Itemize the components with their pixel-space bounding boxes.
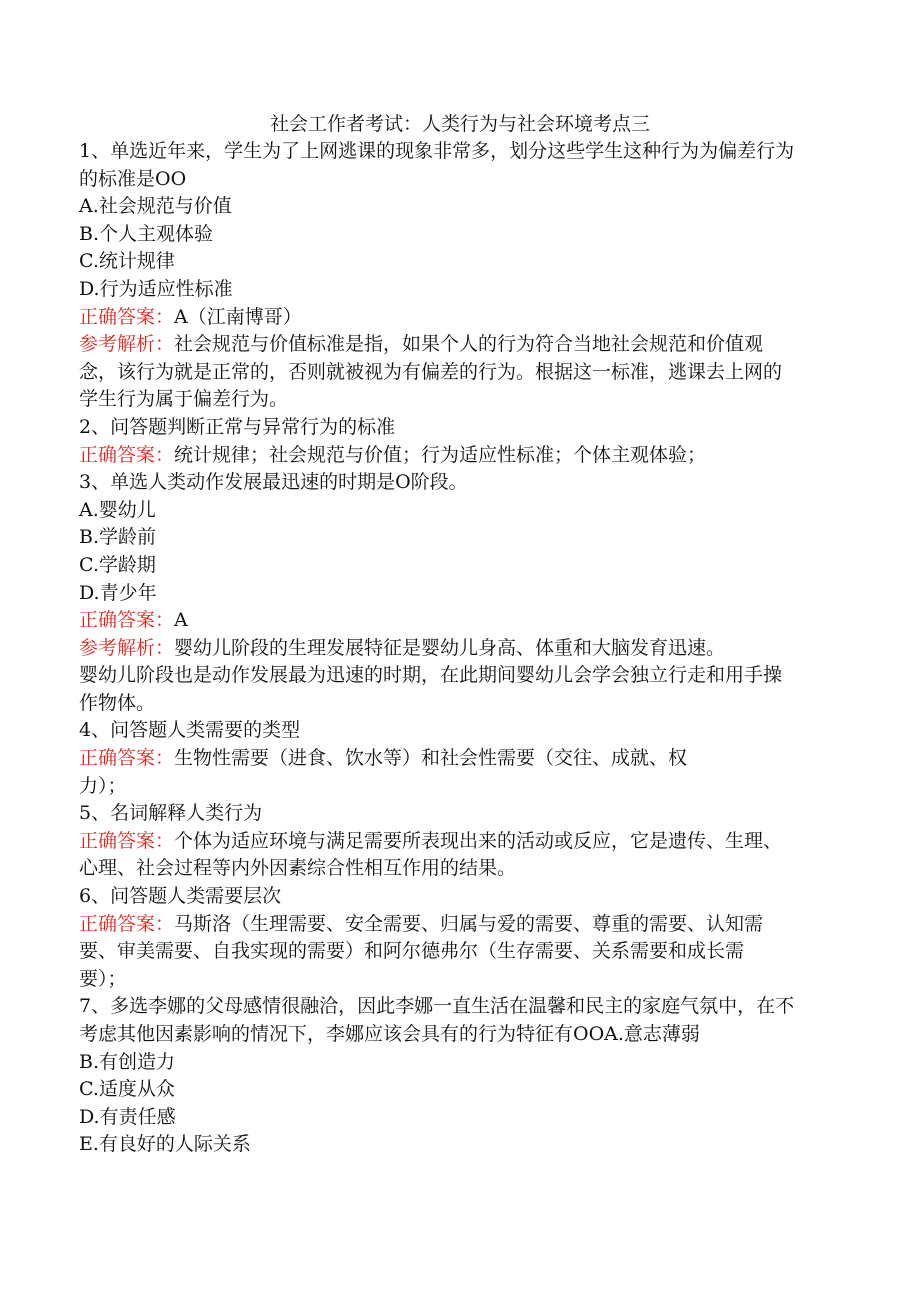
answer-value: 生物性需要（进食、饮水等）和社会性需要（交往、成就、权 xyxy=(174,747,688,770)
answer-value: 马斯洛（生理需要、安全需要、归属与爱的需要、尊重的需要、认知需 xyxy=(174,912,764,935)
question-4-answer xyxy=(79,745,845,773)
question-1-option-a: A.社会规范与价值 xyxy=(79,195,232,218)
question-2-answer xyxy=(79,442,845,470)
question-3-option-d: D.青少年 xyxy=(79,581,157,604)
question-4-answer-cont: 力）； xyxy=(79,774,127,797)
question-7-option-d: D.有责任感 xyxy=(79,1105,176,1128)
answer-label: 正确答案： xyxy=(79,829,175,852)
answer-value: A xyxy=(174,609,188,632)
analysis-text: 社会规范与价值标准是指，如果个人的行为符合当地社会规范和价值观 xyxy=(174,333,764,356)
question-3-text: 3、单选人类动作发展最迅速的时期是O阶段。 xyxy=(79,471,468,494)
question-4-text: 4、问答题人类需要的类型 xyxy=(79,719,301,742)
question-1-answer xyxy=(79,304,845,332)
question-3-option-a: A.婴幼儿 xyxy=(79,498,156,521)
question-1-option-c: C.统计规律 xyxy=(79,250,175,273)
question-6-answer xyxy=(79,911,845,939)
question-1-text-cont: 的标准是OO xyxy=(79,167,187,190)
answer-label: 正确答案： xyxy=(79,443,175,466)
analysis-label: 参考解析： xyxy=(79,333,175,356)
answer-value: 统计规律；社会规范与价值；行为适应性标准；个体主观体验； xyxy=(174,443,707,466)
question-3-answer xyxy=(79,607,845,635)
question-2-text: 2、问答题判断正常与异常行为的标准 xyxy=(79,415,396,438)
page-title: 社会工作者考试：人类行为与社会环境考点三 xyxy=(269,113,650,135)
analysis-label: 参考解析： xyxy=(79,636,175,659)
question-3-analysis xyxy=(79,635,845,663)
question-7-option-c: C.适度从众 xyxy=(79,1078,175,1101)
question-5-answer xyxy=(79,828,845,856)
question-1-analysis-cont: 念，该行为就是正常的，否则就被视为有偏差的行为。根据这一标准，逃课去上网的 xyxy=(79,360,783,383)
answer-label: 正确答案： xyxy=(79,305,175,328)
question-3-option-b: B.学龄前 xyxy=(79,526,157,549)
question-7-option-e: E.有良好的人际关系 xyxy=(79,1133,251,1156)
question-6-answer-end: 要）； xyxy=(79,967,127,990)
question-1-text: 1、单选近年来，学生为了上网逃课的现象非常多，划分这些学生这种行为为偏差行为 xyxy=(79,140,795,162)
document-body xyxy=(79,138,845,1159)
question-1-option-b: B.个人主观体验 xyxy=(79,222,214,245)
question-3-analysis-cont: 婴幼儿阶段也是动作发展最为迅速的时期，在此期间婴幼儿会学会独立行走和用手操 xyxy=(79,664,783,687)
question-6-answer-cont: 要、审美需要、自我实现的需要）和阿尔德弗尔（生存需要、关系需要和成长需 xyxy=(79,940,745,963)
question-7-text: 7、多选李娜的父母感情很融洽，因此李娜一直生活在温馨和民主的家庭气氛中，在不 xyxy=(79,995,795,1018)
question-1-analysis-end: 学生行为属于偏差行为。 xyxy=(79,388,289,411)
question-7-option-b: B.有创造力 xyxy=(79,1050,176,1073)
answer-value: A（江南博哥） xyxy=(174,305,302,328)
answer-label: 正确答案： xyxy=(79,912,175,935)
answer-value: 个体为适应环境与满足需要所表现出来的活动或反应，它是遗传、生理、 xyxy=(174,829,783,852)
question-1-analysis xyxy=(79,331,845,359)
question-6-text: 6、问答题人类需要层次 xyxy=(79,885,282,908)
question-3-analysis-end: 作物体。 xyxy=(79,691,156,714)
question-1-option-d: D.行为适应性标准 xyxy=(79,277,233,300)
question-5-answer-cont: 心理、社会过程等内外因素综合性相互作用的结果。 xyxy=(79,857,517,880)
answer-label: 正确答案： xyxy=(79,747,175,770)
analysis-text: 婴幼儿阶段的生理发展特征是婴幼儿身高、体重和大脑发育迅速。 xyxy=(174,636,726,659)
question-5-text: 5、名词解释人类行为 xyxy=(79,802,263,825)
question-3-option-c: C.学龄期 xyxy=(79,553,156,576)
question-7-text-cont: 考虑其他因素影响的情况下，李娜应该会具有的行为特征有OOA.意志薄弱 xyxy=(79,1023,700,1045)
answer-label: 正确答案： xyxy=(79,609,175,632)
